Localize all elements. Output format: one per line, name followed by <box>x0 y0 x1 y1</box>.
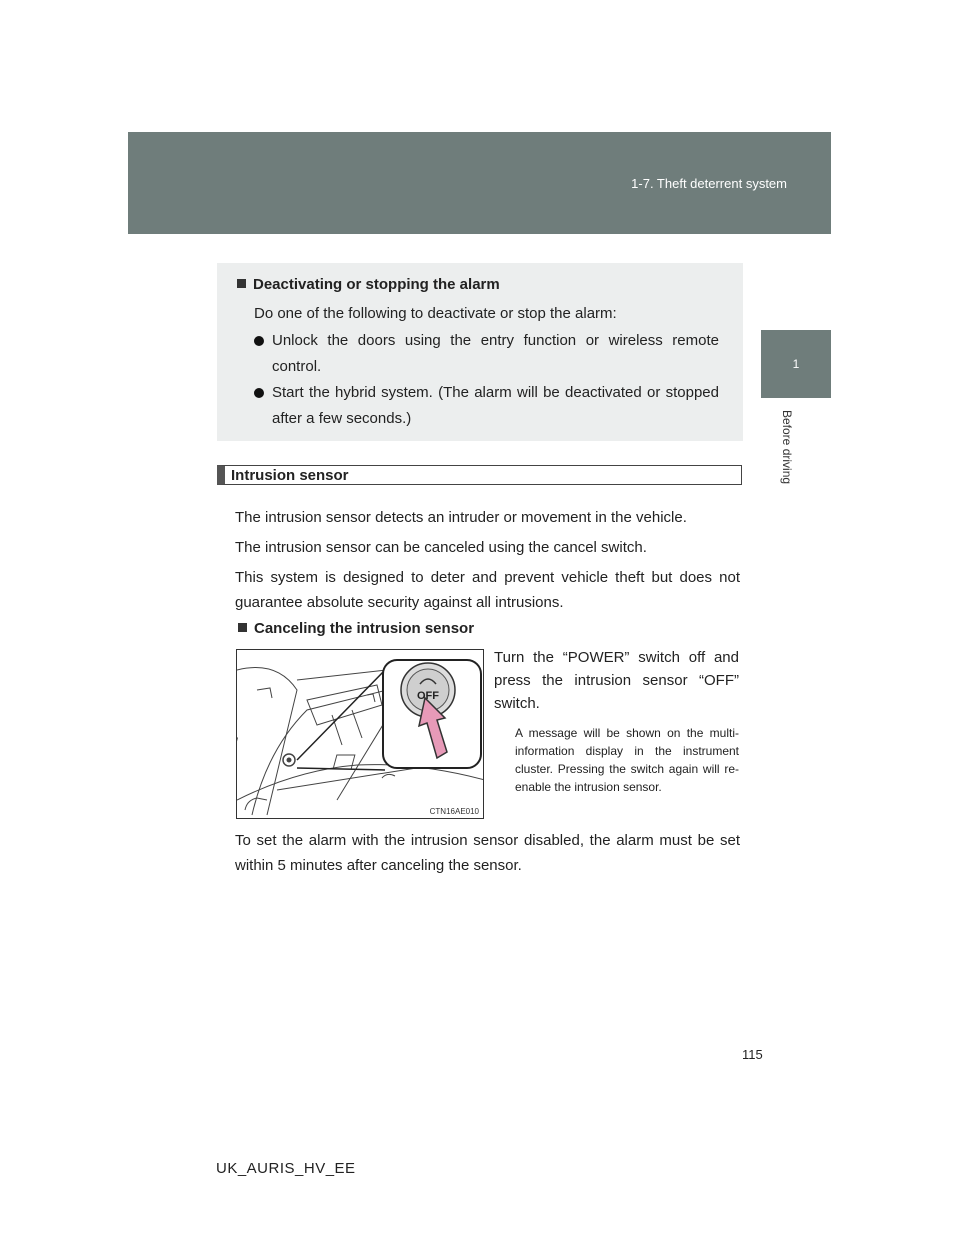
footer-code: UK_AURIS_HV_EE <box>216 1160 356 1177</box>
section-title: Intrusion sensor <box>217 465 742 485</box>
cancel-note: A message will be shown on the multi-information display in the instrument cluster. Pressing the switch again will re-enable the intrusion sensor. <box>515 726 739 794</box>
intrusion-switch-figure <box>236 649 484 819</box>
square-bullet-icon <box>237 279 246 288</box>
chapter-tab <box>761 330 831 398</box>
info-bullet-1-text: Unlock the doors using the entry function or wireless remote control. <box>272 332 719 375</box>
info-box-intro: Do one of the following to deactivate or stop the alarm: <box>254 305 617 322</box>
cancel-instruction: Turn the “POWER” switch off and press the intrusion sensor “OFF” switch. <box>494 649 739 712</box>
paragraph-2: The intrusion sensor can be canceled using the cancel switch. <box>235 539 647 556</box>
square-bullet-icon <box>238 623 247 632</box>
cancel-heading <box>238 620 474 637</box>
cancel-heading-text: Canceling the intrusion sensor <box>254 620 475 637</box>
off-switch-label: OFF <box>417 690 439 702</box>
closing-paragraph: To set the alarm with the intrusion sensor disabled, the alarm must be set within 5 minutes after canceling the sensor. <box>235 832 740 874</box>
paragraph-3: This system is designed to deter and prevent vehicle theft but does not guarantee absolute security against all intrusions. <box>235 569 740 611</box>
info-box-heading-text: Deactivating or stopping the alarm <box>253 276 500 293</box>
bullet-dot-icon <box>254 388 264 398</box>
info-box-heading <box>237 276 500 293</box>
chapter-tab-number: 1 <box>792 357 800 371</box>
chapter-tab-label: Before driving <box>780 410 794 485</box>
figure-code: CTN16AE010 <box>429 807 479 816</box>
page-number: 115 <box>742 1047 763 1062</box>
overhead-console-illustration <box>237 650 484 819</box>
info-bullet-2 <box>254 380 719 432</box>
paragraph-1: The intrusion sensor detects an intruder or movement in the vehicle. <box>235 509 687 526</box>
info-box <box>217 263 743 441</box>
chapter-title: 1-7. Theft deterrent system <box>631 176 787 191</box>
info-bullet-2-text: Start the hybrid system. (The alarm will be deactivated or stopped after a few seconds.) <box>272 384 719 427</box>
chapter-header <box>128 132 831 234</box>
bullet-dot-icon <box>254 336 264 346</box>
info-bullet-1 <box>254 328 719 380</box>
